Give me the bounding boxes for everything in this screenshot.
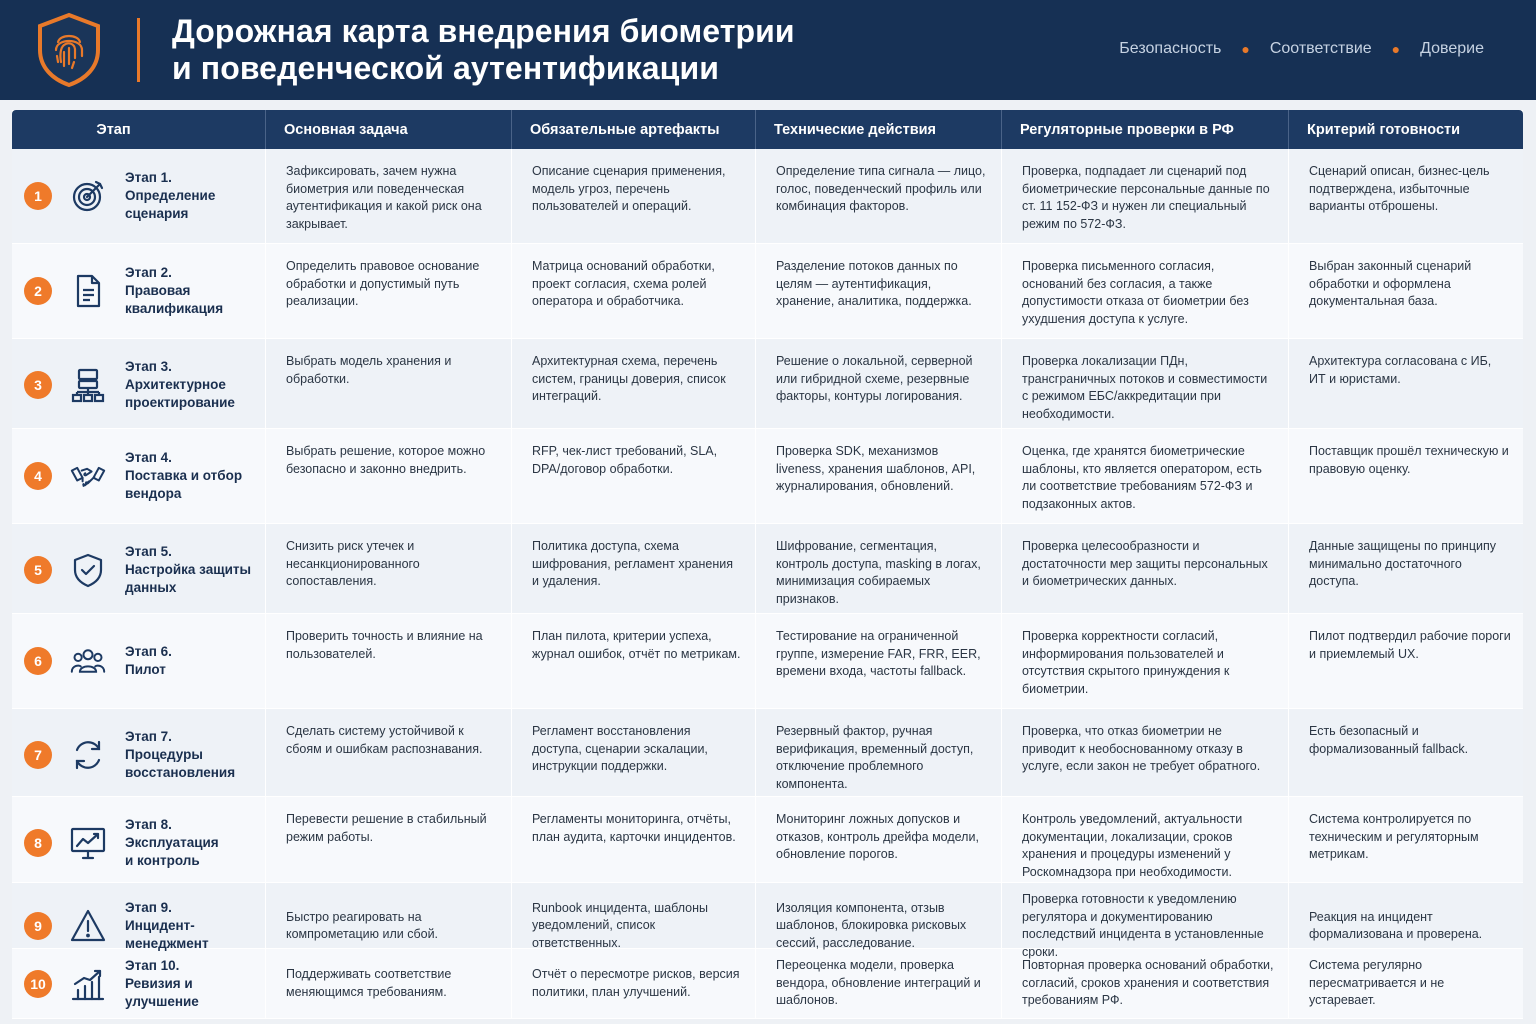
column-header-readiness: Критерий готовности	[1307, 121, 1461, 138]
stage-number-badge: 8	[24, 829, 52, 857]
table-row	[12, 883, 1523, 959]
tech-actions-cell: Шифрование, сегментация, контроль доступа, masking в логах, минимизация собираемых признаков.	[756, 524, 1002, 616]
stage-name: Этап 6. Пилот	[125, 644, 172, 677]
stage-number-badge: 3	[24, 371, 52, 399]
table-row	[12, 524, 1523, 614]
header-tags	[1119, 40, 1484, 58]
tech-actions-cell: Резервный фактор, ручная верификация, временный доступ, отключение проблемного компонента.	[756, 709, 1002, 801]
table-body	[12, 149, 1523, 1019]
refresh-icon	[68, 735, 108, 775]
column-header-artifacts: Обязательные артефакты	[512, 110, 756, 149]
stage-name: Этап 10. Ревизия и улучшение	[125, 957, 199, 1009]
stage-cell	[12, 244, 266, 338]
regulatory-check-cell: Проверка готовности к уведомлению регулятора и документированию последствий инцидента в установленные сроки.	[1002, 883, 1289, 969]
growth-chart-icon	[68, 964, 108, 1004]
architecture-icon	[68, 365, 108, 405]
table-row	[12, 709, 1523, 797]
stage-name: Этап 3. Архитектурное проектирование	[125, 359, 235, 410]
stage-name: Этап 2. Правовая квалификация	[125, 265, 224, 316]
regulatory-check-cell: Проверка целесообразности и достаточности мер защиты персональных и биометрических данных.	[1002, 524, 1289, 616]
artifacts-cell: RFP, чек-лист требований, SLA, DPA/договор обработки.	[512, 429, 756, 523]
page-title	[172, 13, 872, 87]
users-icon	[68, 641, 108, 681]
readiness-criterion-cell: Реакция на инцидент формализована и проверена.	[1309, 909, 1483, 941]
artifacts-cell: Архитектурная схема, перечень систем, границы доверия, список интеграций.	[512, 339, 756, 431]
document-icon	[68, 271, 108, 311]
regulatory-check-cell: Проверка локализации ПДн, трансграничных потоков и совместимости с режимом ЕБС/аккредитации при необходимости.	[1002, 339, 1289, 431]
target-icon	[68, 176, 108, 216]
stage-cell	[12, 709, 266, 801]
tech-actions-cell: Мониторинг ложных допусков и отказов, контроль дрейфа модели, обновление порогов.	[756, 797, 1002, 889]
regulatory-check-cell: Контроль уведомлений, актуальности документации, локализации, сроков хранения и процедуры изменений у Роскомнадзора при необходимости.	[1002, 797, 1289, 889]
readiness-criterion-cell: Есть безопасный и формализованный fallback.	[1309, 724, 1469, 756]
tag-compliance: Соответствие	[1269, 40, 1372, 57]
page-header	[0, 0, 1536, 100]
stage-cell	[12, 949, 266, 1018]
artifacts-cell: Отчёт о пересмотре рисков, версия политики, план улучшений.	[512, 949, 756, 1018]
table-row	[12, 797, 1523, 883]
task-cell: Выбрать модель хранения и обработки.	[266, 339, 512, 431]
stage-number-badge: 2	[24, 277, 52, 305]
tag-separator-dot: ●	[1241, 41, 1250, 57]
regulatory-check-cell: Оценка, где хранятся биометрические шаблоны, кто является оператором, есть ли соответствие требованиям 572-ФЗ и подзаконных актов.	[1002, 429, 1289, 523]
artifacts-cell: Политика доступа, схема шифрования, регламент хранения и удаления.	[512, 524, 756, 616]
task-cell: Снизить риск утечек и несанкционированного сопоставления.	[266, 524, 512, 616]
table-row	[12, 949, 1523, 1019]
readiness-criterion-cell: Система контролируется по техническим и регуляторным метрикам.	[1309, 812, 1479, 861]
tag-trust: Доверие	[1420, 40, 1484, 57]
warning-icon	[68, 906, 108, 946]
artifacts-cell: Регламенты мониторинга, отчёты, план аудита, карточки инцидентов.	[512, 797, 756, 889]
readiness-criterion-cell: Пилот подтвердил рабочие пороги и приемлемый UX.	[1309, 629, 1511, 661]
task-cell: Проверить точность и влияние на пользователей.	[266, 614, 512, 708]
task-cell: Выбрать решение, которое можно безопасно и законно внедрить.	[266, 429, 512, 523]
tech-actions-cell: Проверка SDK, механизмов liveness, хранения шаблонов, API, журналирования, обновлений.	[756, 429, 1002, 523]
tag-separator-dot: ●	[1391, 41, 1401, 57]
artifacts-cell: Описание сценария применения, модель угроз, перечень пользователей и операций.	[512, 149, 756, 243]
header-divider	[137, 18, 140, 82]
stage-cell	[12, 429, 266, 523]
table-row	[12, 339, 1523, 429]
readiness-criterion-cell: Сценарий описан, бизнес-цель подтверждена, избыточные варианты отброшены.	[1309, 164, 1490, 213]
tech-actions-cell: Определение типа сигнала — лицо, голос, поведенческий профиль или комбинация факторов.	[756, 149, 1002, 243]
stage-number-badge: 1	[24, 182, 52, 210]
tech-actions-cell: Разделение потоков данных по целям — аутентификация, хранение, аналитика, поддержка.	[756, 244, 1002, 338]
tech-actions-cell: Тестирование на ограниченной группе, измерение FAR, FRR, EER, времени входа, частоты fallback.	[756, 614, 1002, 708]
stage-cell	[12, 797, 266, 889]
stage-name: Этап 1. Определение сценария	[125, 170, 216, 221]
stage-cell	[12, 149, 266, 243]
column-header-task: Основная задача	[266, 110, 512, 149]
readiness-criterion-cell: Система регулярно пересматривается и не устаревает.	[1309, 958, 1445, 1008]
table-row	[12, 429, 1523, 524]
regulatory-check-cell: Проверка письменного согласия, оснований без согласия, а также допустимости отказа от биометрии без ухудшения доступа к услуге.	[1002, 244, 1289, 338]
table-row	[12, 244, 1523, 339]
column-header-tech: Технические действия	[756, 110, 1002, 149]
table-row	[12, 149, 1523, 244]
shield-fingerprint-icon	[34, 12, 104, 88]
stage-number-badge: 9	[24, 912, 52, 940]
stage-number-badge: 5	[24, 556, 52, 584]
tech-actions-cell: Переоценка модели, проверка вендора, обновление интеграций и шаблонов.	[756, 949, 1002, 1018]
stage-name: Этап 5. Настройка защиты данных	[125, 544, 252, 595]
task-cell: Зафиксировать, зачем нужна биометрия или поведенческая аутентификация и какой риск она закрывает.	[266, 149, 512, 243]
title-line-2: и поведенческой аутентификации	[172, 50, 719, 86]
stage-name: Этап 7. Процедуры восстановления	[125, 729, 236, 780]
artifacts-cell: Регламент восстановления доступа, сценарии эскалации, инструкции поддержки.	[512, 709, 756, 801]
tech-actions-cell: Изоляция компонента, отзыв шаблонов, блокировка рисковых сессий, расследование.	[756, 883, 1002, 969]
artifacts-cell: Runbook инцидента, шаблоны уведомлений, список ответственных.	[512, 883, 756, 969]
stage-number-badge: 4	[24, 462, 52, 490]
stage-number-badge: 6	[24, 647, 52, 675]
task-cell: Сделать систему устойчивой к сбоям и ошибкам распознавания.	[266, 709, 512, 801]
handshake-icon	[68, 456, 108, 496]
title-line-1: Дорожная карта внедрения биометрии	[172, 13, 795, 49]
stage-number-badge: 10	[24, 970, 52, 998]
task-cell: Быстро реагировать на компрометацию или сбой.	[266, 883, 512, 969]
task-cell: Поддерживать соответствие меняющимся требованиям.	[266, 949, 512, 1018]
stage-number-badge: 7	[24, 741, 52, 769]
shield-check-icon	[68, 550, 108, 590]
readiness-criterion-cell: Данные защищены по принципу минимально достаточного доступа.	[1309, 539, 1496, 588]
stage-cell	[12, 614, 266, 708]
regulatory-check-cell: Проверка, что отказ биометрии не приводит к необоснованному отказу в услуге, если закон не требует обратного.	[1002, 709, 1289, 801]
regulatory-check-cell: Повторная проверка оснований обработки, согласий, сроков хранения и соответствия требованиям РФ.	[1002, 949, 1289, 1018]
table-row	[12, 614, 1523, 709]
task-cell: Перевести решение в стабильный режим работы.	[266, 797, 512, 889]
readiness-criterion-cell: Поставщик прошёл техническую и правовую оценку.	[1309, 444, 1509, 476]
stage-cell	[12, 339, 266, 431]
tag-security: Безопасность	[1119, 40, 1222, 57]
readiness-criterion-cell: Выбран законный сценарий обработки и оформлена документальная база.	[1309, 259, 1472, 308]
regulatory-check-cell: Проверка корректности согласий, информирования пользователей и отсутствия скрытого принуждения к биометрии.	[1002, 614, 1289, 708]
tech-actions-cell: Решение о локальной, серверной или гибридной схеме, резервные факторы, контуры логирования.	[756, 339, 1002, 431]
column-header-regulatory: Регуляторные проверки в РФ	[1002, 110, 1289, 149]
artifacts-cell: Матрица оснований обработки, проект согласия, схема ролей оператора и обработчика.	[512, 244, 756, 338]
stage-name: Этап 8. Эксплуатация и контроль	[125, 817, 219, 868]
task-cell: Определить правовое основание обработки и допустимый путь реализации.	[266, 244, 512, 338]
stage-name: Этап 4. Поставка и отбор вендора	[125, 450, 243, 501]
stage-cell	[12, 524, 266, 616]
stage-name: Этап 9. Инцидент-менеджмент	[125, 900, 209, 951]
table-header	[12, 110, 1523, 149]
artifacts-cell: План пилота, критерии успеха, журнал ошибок, отчёт по метрикам.	[512, 614, 756, 708]
roadmap-table	[12, 110, 1523, 1018]
monitor-chart-icon	[68, 823, 108, 863]
readiness-criterion-cell: Архитектура согласована с ИБ, ИТ и юристами.	[1309, 354, 1492, 386]
regulatory-check-cell: Проверка, подпадает ли сценарий под биометрические персональные данные по ст. 11 152-ФЗ и нужен ли специальный режим по 572-ФЗ.	[1002, 149, 1289, 243]
column-header-stage: Этап	[12, 110, 266, 149]
